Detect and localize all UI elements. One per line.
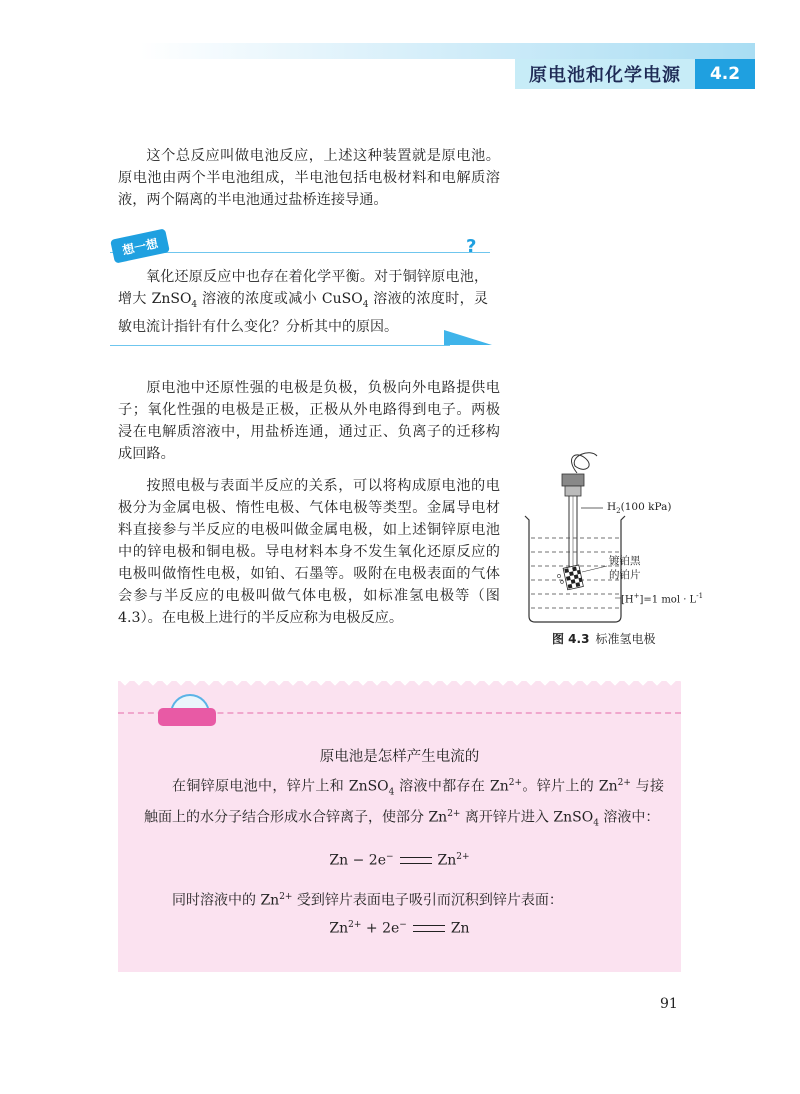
paragraph-electrodes: 原电池中还原性强的电极是负极，负极向外电路提供电子；氧化性强的电极是正极，正极从外电路得到电子。两极浸在电解质溶液中，用盐桥连通，通过正、负离子的迁移构成回路。 xyxy=(118,380,500,462)
think-bottom-line xyxy=(110,345,450,346)
paragraph-intro: 这个总反应叫做电池反应，上述这种装置就是原电池。原电池由两个半电池组成，半电池包括电极材料和电解质溶液，两个隔离的半电池通过盐桥连接导通。 xyxy=(118,148,500,208)
label-h2: $H_2(100$ kPa) xyxy=(607,501,672,516)
chapter-header xyxy=(515,59,755,89)
question-mark-icon: ? xyxy=(466,236,477,257)
equation-reduction: $Zn^{2+} + 2e^-$ Zn xyxy=(329,920,470,937)
info-box xyxy=(118,690,681,972)
label-concentration: [H+]=1 mol · $L^{-1}$ xyxy=(621,592,704,606)
page-number: 91 xyxy=(660,996,678,1012)
chapter-title: 原电池和化学电源 xyxy=(515,59,695,89)
think-box xyxy=(110,232,500,354)
globe-icon xyxy=(158,694,220,724)
header-stripe xyxy=(140,43,755,59)
figure-hydrogen-electrode xyxy=(515,448,704,648)
figure-caption: 图 4.3 标准氢电极 xyxy=(552,632,656,646)
paragraph-electrode-types: 按照电极与表面半反应的关系，可以将构成原电池的电极分为金属电极、惰性电极、气体电极等类型。金属导电材料直接参与半反应的电极叫做金属电极，如上述铜锌原电池中的锌电极和铜电极。导电材料本身不发生氧化还原反应的电极叫做惰性电极，如铂、石墨等。吸附在电极表面的气体会参与半反应的电极叫做气体电极，如标准氢电极等（图 4.3）。在电极上进行的半反应称为电极反应。 xyxy=(118,478,500,626)
info-box-zigzag xyxy=(118,681,681,691)
info-title: 原电池是怎样产生电流的 xyxy=(319,749,480,765)
arrow-icon xyxy=(444,330,492,345)
equation-oxidation: Zn − 2e− $Zn^{2+}$ xyxy=(329,852,470,869)
think-text: 氧化还原反应中也存在着化学平衡。对于铜锌原电池，增大 ZnSO$_4$ 溶液的浓度或减小 CuSO$_4$ 溶液的浓度时，灵敏电流计指针有什么变化？分析其中的原因。 xyxy=(118,269,488,335)
think-badge: 想一想 xyxy=(110,228,170,263)
label-platinum: 镀铂黑 的铂片 xyxy=(609,555,641,581)
info-paragraph-1: 在铜锌原电池中，锌片上和 ZnSO$_4$ 溶液中都存在 $Zn^{2+}$。锌片上的 $Zn^{2+}$ 与接触面上的水分子结合形成水合锌离子，使部分 $Zn^{2+}$ 离开锌片进入 ZnSO$_4$ 溶液中： xyxy=(144,778,665,829)
info-paragraph-2: 同时溶液中的 $Zn^{2+}$ 受到锌片表面电子吸引而沉积到锌片表面： xyxy=(172,892,563,909)
chapter-number: 4.2 xyxy=(695,59,755,89)
